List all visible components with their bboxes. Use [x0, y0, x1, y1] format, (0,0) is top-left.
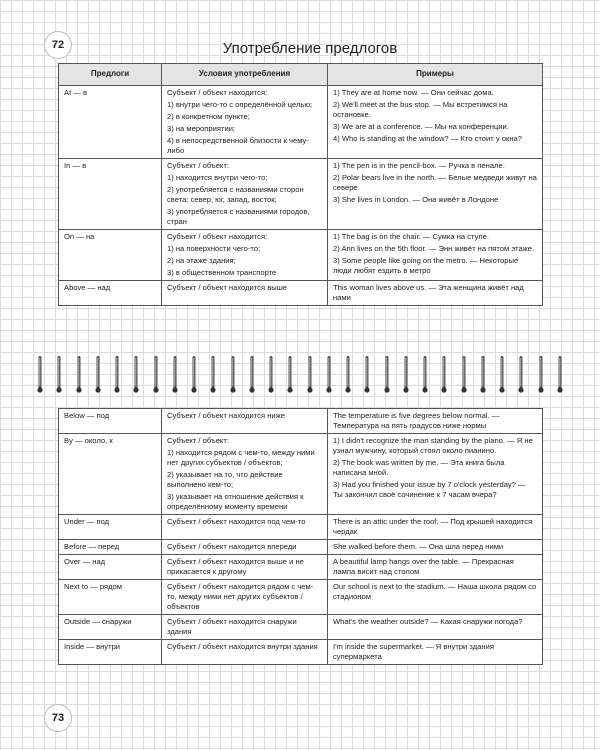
preposition-cell: Under — под — [59, 515, 162, 540]
binding-ring-icon — [421, 354, 429, 394]
table-row — [59, 434, 543, 515]
page-number-bottom: 73 — [44, 704, 72, 732]
condition-line: 2) на этаже здания; — [167, 256, 236, 266]
examples-cell — [328, 540, 543, 555]
binding-ring-icon — [460, 354, 468, 394]
preposition-cell: Below — под — [59, 409, 162, 434]
table-row — [59, 615, 543, 640]
conditions-cell — [162, 615, 328, 640]
spiral-binding — [36, 352, 564, 396]
binding-ring-icon — [113, 354, 121, 394]
example-line: The temperature is five degrees below normal. — Температура на пять градусов ниже нормы — [333, 411, 500, 431]
examples-cell — [328, 515, 543, 540]
examples-cell — [328, 409, 543, 434]
examples-cell — [328, 86, 543, 159]
preposition-cell: At — в — [59, 86, 162, 159]
condition-line: 1) на поверхности чего-то; — [167, 244, 261, 254]
binding-ring-icon — [517, 354, 525, 394]
example-line: 1) The pen is in the pencil-box. — Ручка в пенале. — [333, 161, 505, 171]
examples-cell — [328, 580, 543, 615]
examples-cell — [328, 230, 543, 281]
binding-ring-icon — [402, 354, 410, 394]
conditions-cell — [162, 580, 328, 615]
preposition-cell: Above — над — [59, 281, 162, 306]
example-line: 2) The book was written by me. — Эта книга была написана мной. — [333, 458, 505, 478]
page-title: Употребление предлогов — [222, 40, 398, 57]
condition-line: Субъект / объект находится: — [167, 88, 268, 97]
examples-cell — [328, 640, 543, 665]
binding-ring-icon — [344, 354, 352, 394]
example-line: She walked before them. — Она шла перед ними — [333, 542, 504, 552]
conditions-cell — [162, 409, 328, 434]
table-row — [59, 409, 543, 434]
example-line: This woman lives above us. — Эта женщина живёт над нами — [333, 283, 524, 303]
table-row — [59, 640, 543, 665]
binding-ring-icon — [325, 354, 333, 394]
table-row — [59, 555, 543, 580]
example-line: There is an attic under the roof. — Под крышей находится чердак — [333, 517, 533, 537]
condition-line: 2) употребляется с названиями сторон света: север, юг, запад, восток; — [167, 185, 304, 205]
conditions-cell — [162, 86, 328, 159]
binding-ring-icon — [363, 354, 371, 394]
condition-line: 3) указывает на отношение действия к определённому моменту времени — [167, 492, 304, 512]
condition-line: Субъект / объект находится внутри здания — [167, 642, 318, 652]
binding-ring-icon — [248, 354, 256, 394]
prepositions-table-top — [58, 63, 543, 306]
condition-line: 3) на мероприятии; — [167, 124, 236, 134]
table-row — [59, 540, 543, 555]
example-line: 1) The bag is on the chair. — Сумка на стуле. — [333, 232, 489, 242]
binding-ring-icon — [132, 354, 140, 394]
binding-ring-icon — [498, 354, 506, 394]
table-row — [59, 159, 543, 230]
conditions-cell — [162, 159, 328, 230]
conditions-cell — [162, 540, 328, 555]
binding-ring-icon — [440, 354, 448, 394]
preposition-cell: Outside — снаружи — [59, 615, 162, 640]
conditions-cell — [162, 640, 328, 665]
preposition-cell: Over — над — [59, 555, 162, 580]
condition-line: Субъект / объект находится рядом с чем-то, между ними нет других субъектов / объектов — [167, 582, 314, 612]
condition-line: 2) в конкретном пункте; — [167, 112, 250, 122]
binding-ring-icon — [383, 354, 391, 394]
preposition-cell: Inside — внутри — [59, 640, 162, 665]
example-line: I'm inside the supermarket. — Я внутри здания супермаркета — [333, 642, 494, 662]
example-line: 2) We'll meet at the bus stop. — Мы встретимся на остановке. — [333, 100, 508, 120]
binding-ring-icon — [152, 354, 160, 394]
table-row — [59, 230, 543, 281]
condition-line: Субъект / объект находится под чем-то — [167, 517, 306, 527]
example-line: 2) Ann lives on the 5th floor. — Энн живёт на пятом этаже. — [333, 244, 535, 254]
table-header-row — [59, 64, 543, 86]
examples-cell — [328, 159, 543, 230]
preposition-cell: By — около, к — [59, 434, 162, 515]
preposition-cell: In — в — [59, 159, 162, 230]
condition-line: Субъект / объект: — [167, 161, 229, 171]
binding-ring-icon — [55, 354, 63, 394]
header-examples: Примеры — [328, 64, 543, 86]
header-conditions: Условия употребления — [162, 64, 328, 86]
example-line: 4) Who is standing at the window? — Кто стоит у окна? — [333, 134, 522, 144]
conditions-cell — [162, 230, 328, 281]
condition-line: Субъект / объект находится выше — [167, 283, 288, 293]
condition-line: Субъект / объект находится снаружи здания — [167, 617, 297, 637]
condition-line: Субъект / объект находится: — [167, 232, 268, 242]
page-number-top: 72 — [44, 31, 72, 59]
table-row — [59, 281, 543, 306]
preposition-cell: Before — перед — [59, 540, 162, 555]
condition-line: 3) употребляется с названиями городов, стран — [167, 207, 310, 227]
example-line: 3) Some people like going on the metro. — Некоторые люди любят ездить в метро — [333, 256, 519, 276]
example-line: 3) We are at a conference. — Мы на конференции. — [333, 122, 509, 132]
example-line: 3) She lives in London. — Она живёт в Лондоне — [333, 195, 499, 205]
example-line: What's the weather outside? — Какая снаружи погода? — [333, 617, 523, 627]
table-row — [59, 86, 543, 159]
examples-cell — [328, 281, 543, 306]
prepositions-table-bottom — [58, 408, 543, 665]
example-line: 3) Had you finished your issue by 7 o'clock yesterday? — Ты закончил своё сочинение к 7 часам вчера? — [333, 480, 526, 500]
conditions-cell — [162, 555, 328, 580]
preposition-cell: Next to — рядом — [59, 580, 162, 615]
examples-cell — [328, 615, 543, 640]
example-line: Our school is next to the stadium. — Наша школа рядом со стадионом — [333, 582, 537, 602]
examples-cell — [328, 555, 543, 580]
condition-line: 1) находится рядом с чем-то, между ними нет других субъектов / объектов; — [167, 448, 315, 468]
table-row — [59, 580, 543, 615]
condition-line: Субъект / объект находится ниже — [167, 411, 285, 420]
binding-ring-icon — [75, 354, 83, 394]
example-line: 2) Polar bears live in the north. — Белые медведи живут на севере. — [333, 173, 537, 193]
binding-ring-icon — [94, 354, 102, 394]
binding-ring-icon — [171, 354, 179, 394]
binding-ring-icon — [36, 354, 44, 394]
example-line: A beautiful lamp hangs over the table. — Прекрасная лампа висит над столом — [333, 557, 514, 577]
condition-line: Субъект / объект находится выше и не прикасается к другому — [167, 557, 304, 577]
binding-ring-icon — [479, 354, 487, 394]
condition-line: 4) в непосредственной близости к чему-либо — [167, 136, 309, 156]
condition-line: 2) указывает на то, что действие выполнено кем-то; — [167, 470, 283, 490]
condition-line: Субъект / объект: — [167, 436, 229, 446]
condition-line: 1) находится внутри чего-то; — [167, 173, 268, 183]
binding-ring-icon — [267, 354, 275, 394]
conditions-cell — [162, 515, 328, 540]
conditions-cell — [162, 281, 328, 306]
conditions-cell — [162, 434, 328, 515]
binding-ring-icon — [286, 354, 294, 394]
condition-line: 1) внутри чего-то с определённой целью; — [167, 100, 313, 110]
example-line: 1) They are at home now. — Они сейчас дома. — [333, 88, 494, 97]
header-prepositions: Предлоги — [59, 64, 162, 86]
binding-ring-icon — [306, 354, 314, 394]
binding-ring-icon — [209, 354, 217, 394]
binding-ring-icon — [537, 354, 545, 394]
binding-ring-icon — [190, 354, 198, 394]
condition-line: 3) в общественном транспорте — [167, 268, 277, 278]
table-row — [59, 515, 543, 540]
example-line: 1) I didn't recognize the man standing by the piano. — Я не узнал мужчину, который стоял около пианино. — [333, 436, 533, 456]
examples-cell — [328, 434, 543, 515]
condition-line: Субъект / объект находится впереди — [167, 542, 297, 552]
binding-ring-icon — [229, 354, 237, 394]
binding-ring-icon — [556, 354, 564, 394]
preposition-cell: On — на — [59, 230, 162, 281]
